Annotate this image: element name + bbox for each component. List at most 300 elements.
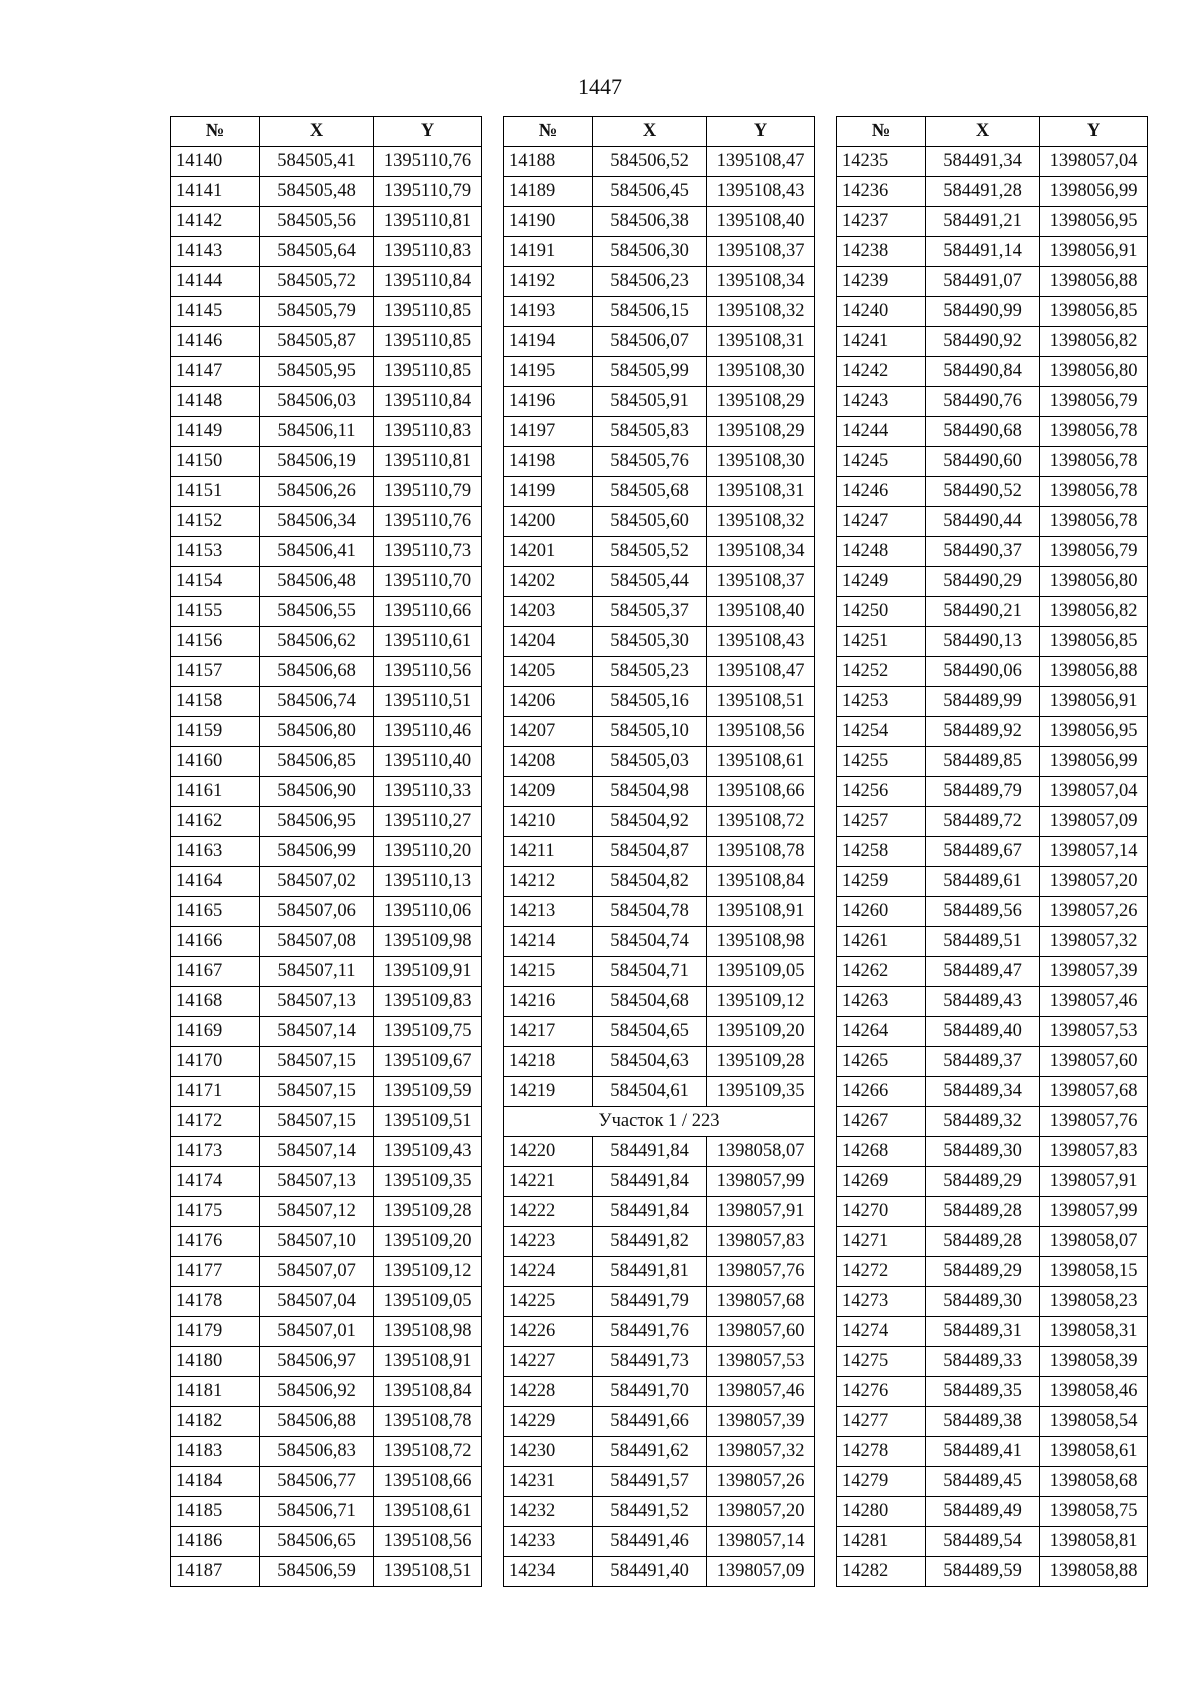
table-row bbox=[171, 1467, 482, 1497]
point-number: 14146 bbox=[171, 327, 260, 357]
table-row bbox=[504, 1437, 815, 1467]
x-coordinate: 584505,41 bbox=[260, 147, 374, 177]
x-coordinate: 584491,14 bbox=[926, 237, 1040, 267]
x-coordinate: 584506,19 bbox=[260, 447, 374, 477]
point-number: 14154 bbox=[171, 567, 260, 597]
x-coordinate: 584506,99 bbox=[260, 837, 374, 867]
table-row bbox=[837, 1197, 1148, 1227]
y-coordinate: 1395110,81 bbox=[374, 207, 482, 237]
table-row bbox=[837, 1557, 1148, 1587]
y-coordinate: 1395108,43 bbox=[707, 177, 815, 207]
table-row bbox=[504, 267, 815, 297]
point-number: 14208 bbox=[504, 747, 593, 777]
point-number: 14209 bbox=[504, 777, 593, 807]
x-coordinate: 584506,85 bbox=[260, 747, 374, 777]
point-number: 14231 bbox=[504, 1467, 593, 1497]
point-number: 14234 bbox=[504, 1557, 593, 1587]
x-coordinate: 584489,49 bbox=[926, 1497, 1040, 1527]
x-coordinate: 584489,47 bbox=[926, 957, 1040, 987]
table-row bbox=[504, 1527, 815, 1557]
point-number: 14258 bbox=[837, 837, 926, 867]
table-row bbox=[837, 537, 1148, 567]
x-coordinate: 584506,38 bbox=[593, 207, 707, 237]
table-row bbox=[504, 927, 815, 957]
header-number: № bbox=[837, 117, 926, 147]
table-row bbox=[171, 507, 482, 537]
x-coordinate: 584489,61 bbox=[926, 867, 1040, 897]
table-row bbox=[504, 207, 815, 237]
table-row bbox=[171, 447, 482, 477]
x-coordinate: 584491,21 bbox=[926, 207, 1040, 237]
y-coordinate: 1395110,70 bbox=[374, 567, 482, 597]
table-row bbox=[171, 987, 482, 1017]
table-row bbox=[837, 1137, 1148, 1167]
point-number: 14153 bbox=[171, 537, 260, 567]
x-coordinate: 584506,62 bbox=[260, 627, 374, 657]
x-coordinate: 584489,51 bbox=[926, 927, 1040, 957]
table-row bbox=[504, 1557, 815, 1587]
x-coordinate: 584505,95 bbox=[260, 357, 374, 387]
point-number: 14245 bbox=[837, 447, 926, 477]
x-coordinate: 584489,29 bbox=[926, 1257, 1040, 1287]
table-row bbox=[504, 1347, 815, 1377]
x-coordinate: 584489,35 bbox=[926, 1377, 1040, 1407]
x-coordinate: 584490,84 bbox=[926, 357, 1040, 387]
table-row bbox=[171, 1497, 482, 1527]
y-coordinate: 1398057,91 bbox=[1040, 1167, 1148, 1197]
table-row bbox=[837, 597, 1148, 627]
table-row bbox=[504, 327, 815, 357]
point-number: 14228 bbox=[504, 1377, 593, 1407]
table-row bbox=[171, 627, 482, 657]
y-coordinate: 1395108,72 bbox=[374, 1437, 482, 1467]
x-coordinate: 584491,79 bbox=[593, 1287, 707, 1317]
point-number: 14249 bbox=[837, 567, 926, 597]
coordinates-table-2 bbox=[503, 116, 815, 1587]
table-row bbox=[171, 1557, 482, 1587]
y-coordinate: 1398057,53 bbox=[707, 1347, 815, 1377]
y-coordinate: 1398057,39 bbox=[1040, 957, 1148, 987]
x-coordinate: 584505,48 bbox=[260, 177, 374, 207]
y-coordinate: 1398057,68 bbox=[1040, 1077, 1148, 1107]
point-number: 14262 bbox=[837, 957, 926, 987]
x-coordinate: 584504,82 bbox=[593, 867, 707, 897]
point-number: 14257 bbox=[837, 807, 926, 837]
y-coordinate: 1398057,14 bbox=[1040, 837, 1148, 867]
y-coordinate: 1398057,39 bbox=[707, 1407, 815, 1437]
y-coordinate: 1398057,09 bbox=[1040, 807, 1148, 837]
y-coordinate: 1398056,79 bbox=[1040, 387, 1148, 417]
y-coordinate: 1395109,05 bbox=[707, 957, 815, 987]
x-coordinate: 584489,72 bbox=[926, 807, 1040, 837]
table-row bbox=[171, 567, 482, 597]
y-coordinate: 1398056,95 bbox=[1040, 207, 1148, 237]
x-coordinate: 584507,08 bbox=[260, 927, 374, 957]
x-coordinate: 584489,34 bbox=[926, 1077, 1040, 1107]
y-coordinate: 1395109,35 bbox=[707, 1077, 815, 1107]
x-coordinate: 584489,43 bbox=[926, 987, 1040, 1017]
x-coordinate: 584504,61 bbox=[593, 1077, 707, 1107]
y-coordinate: 1395108,72 bbox=[707, 807, 815, 837]
x-coordinate: 584490,99 bbox=[926, 297, 1040, 327]
y-coordinate: 1395110,27 bbox=[374, 807, 482, 837]
x-coordinate: 584491,34 bbox=[926, 147, 1040, 177]
x-coordinate: 584489,54 bbox=[926, 1527, 1040, 1557]
x-coordinate: 584504,74 bbox=[593, 927, 707, 957]
x-coordinate: 584490,60 bbox=[926, 447, 1040, 477]
x-coordinate: 584505,76 bbox=[593, 447, 707, 477]
y-coordinate: 1398057,32 bbox=[1040, 927, 1148, 957]
point-number: 14156 bbox=[171, 627, 260, 657]
point-number: 14278 bbox=[837, 1437, 926, 1467]
y-coordinate: 1398056,78 bbox=[1040, 417, 1148, 447]
x-coordinate: 584506,23 bbox=[593, 267, 707, 297]
page-number: 1447 bbox=[578, 74, 622, 99]
table-row bbox=[837, 927, 1148, 957]
y-coordinate: 1398058,39 bbox=[1040, 1347, 1148, 1377]
x-coordinate: 584489,38 bbox=[926, 1407, 1040, 1437]
y-coordinate: 1398058,15 bbox=[1040, 1257, 1148, 1287]
y-coordinate: 1398056,88 bbox=[1040, 657, 1148, 687]
x-coordinate: 584506,97 bbox=[260, 1347, 374, 1377]
point-number: 14193 bbox=[504, 297, 593, 327]
y-coordinate: 1398056,78 bbox=[1040, 477, 1148, 507]
point-number: 14169 bbox=[171, 1017, 260, 1047]
x-coordinate: 584490,21 bbox=[926, 597, 1040, 627]
y-coordinate: 1395108,30 bbox=[707, 447, 815, 477]
table-row bbox=[504, 1047, 815, 1077]
point-number: 14179 bbox=[171, 1317, 260, 1347]
table-header bbox=[837, 117, 1148, 147]
point-number: 14202 bbox=[504, 567, 593, 597]
y-coordinate: 1398058,75 bbox=[1040, 1497, 1148, 1527]
x-coordinate: 584506,34 bbox=[260, 507, 374, 537]
point-number: 14190 bbox=[504, 207, 593, 237]
header-y: Y bbox=[374, 117, 482, 147]
x-coordinate: 584489,28 bbox=[926, 1227, 1040, 1257]
y-coordinate: 1395110,85 bbox=[374, 297, 482, 327]
y-coordinate: 1395108,31 bbox=[707, 327, 815, 357]
y-coordinate: 1395110,84 bbox=[374, 387, 482, 417]
point-number: 14246 bbox=[837, 477, 926, 507]
y-coordinate: 1398057,14 bbox=[707, 1527, 815, 1557]
y-coordinate: 1398057,09 bbox=[707, 1557, 815, 1587]
x-coordinate: 584506,74 bbox=[260, 687, 374, 717]
table-row bbox=[171, 1347, 482, 1377]
table-row bbox=[504, 1257, 815, 1287]
point-number: 14255 bbox=[837, 747, 926, 777]
table-row bbox=[504, 987, 815, 1017]
point-number: 14259 bbox=[837, 867, 926, 897]
point-number: 14160 bbox=[171, 747, 260, 777]
table-row bbox=[504, 1167, 815, 1197]
point-number: 14253 bbox=[837, 687, 926, 717]
table-row bbox=[504, 507, 815, 537]
table-row bbox=[504, 147, 815, 177]
x-coordinate: 584489,30 bbox=[926, 1287, 1040, 1317]
table-row bbox=[837, 1227, 1148, 1257]
table-row bbox=[837, 417, 1148, 447]
table-row bbox=[837, 1107, 1148, 1137]
table-row bbox=[504, 837, 815, 867]
x-coordinate: 584505,68 bbox=[593, 477, 707, 507]
y-coordinate: 1398057,32 bbox=[707, 1437, 815, 1467]
x-coordinate: 584491,82 bbox=[593, 1227, 707, 1257]
x-coordinate: 584507,10 bbox=[260, 1227, 374, 1257]
point-number: 14152 bbox=[171, 507, 260, 537]
point-number: 14149 bbox=[171, 417, 260, 447]
point-number: 14230 bbox=[504, 1437, 593, 1467]
x-coordinate: 584491,66 bbox=[593, 1407, 707, 1437]
y-coordinate: 1398057,20 bbox=[1040, 867, 1148, 897]
x-coordinate: 584489,99 bbox=[926, 687, 1040, 717]
x-coordinate: 584491,70 bbox=[593, 1377, 707, 1407]
table-row bbox=[504, 1497, 815, 1527]
x-coordinate: 584504,71 bbox=[593, 957, 707, 987]
table-row bbox=[171, 1017, 482, 1047]
table-header bbox=[171, 117, 482, 147]
header-number: № bbox=[171, 117, 260, 147]
header-y: Y bbox=[707, 117, 815, 147]
y-coordinate: 1395110,85 bbox=[374, 357, 482, 387]
y-coordinate: 1395110,61 bbox=[374, 627, 482, 657]
y-coordinate: 1398056,82 bbox=[1040, 597, 1148, 627]
y-coordinate: 1395108,78 bbox=[707, 837, 815, 867]
y-coordinate: 1398056,85 bbox=[1040, 297, 1148, 327]
table-row bbox=[171, 267, 482, 297]
x-coordinate: 584507,15 bbox=[260, 1077, 374, 1107]
y-coordinate: 1398057,53 bbox=[1040, 1017, 1148, 1047]
point-number: 14164 bbox=[171, 867, 260, 897]
y-coordinate: 1395110,40 bbox=[374, 747, 482, 777]
table-row bbox=[837, 657, 1148, 687]
point-number: 14269 bbox=[837, 1167, 926, 1197]
point-number: 14213 bbox=[504, 897, 593, 927]
x-coordinate: 584506,07 bbox=[593, 327, 707, 357]
table-row bbox=[171, 777, 482, 807]
table-row bbox=[171, 597, 482, 627]
table-row bbox=[171, 1077, 482, 1107]
x-coordinate: 584507,04 bbox=[260, 1287, 374, 1317]
point-number: 14140 bbox=[171, 147, 260, 177]
header-number: № bbox=[504, 117, 593, 147]
table-row bbox=[837, 807, 1148, 837]
point-number: 14170 bbox=[171, 1047, 260, 1077]
x-coordinate: 584505,91 bbox=[593, 387, 707, 417]
y-coordinate: 1395110,73 bbox=[374, 537, 482, 567]
x-coordinate: 584490,13 bbox=[926, 627, 1040, 657]
x-coordinate: 584507,02 bbox=[260, 867, 374, 897]
x-coordinate: 584491,84 bbox=[593, 1167, 707, 1197]
table-row bbox=[504, 177, 815, 207]
x-coordinate: 584489,33 bbox=[926, 1347, 1040, 1377]
x-coordinate: 584491,84 bbox=[593, 1137, 707, 1167]
y-coordinate: 1398056,80 bbox=[1040, 567, 1148, 597]
x-coordinate: 584506,71 bbox=[260, 1497, 374, 1527]
y-coordinate: 1398057,76 bbox=[1040, 1107, 1148, 1137]
table-row bbox=[837, 1347, 1148, 1377]
table-row bbox=[837, 777, 1148, 807]
table-row bbox=[837, 1467, 1148, 1497]
table-body bbox=[837, 147, 1148, 1587]
table-row bbox=[504, 777, 815, 807]
y-coordinate: 1395110,13 bbox=[374, 867, 482, 897]
point-number: 14182 bbox=[171, 1407, 260, 1437]
point-number: 14163 bbox=[171, 837, 260, 867]
x-coordinate: 584506,80 bbox=[260, 717, 374, 747]
table-row bbox=[171, 657, 482, 687]
y-coordinate: 1395109,83 bbox=[374, 987, 482, 1017]
x-coordinate: 584489,59 bbox=[926, 1557, 1040, 1587]
table-row bbox=[171, 717, 482, 747]
x-coordinate: 584506,88 bbox=[260, 1407, 374, 1437]
table-row bbox=[504, 417, 815, 447]
y-coordinate: 1395108,34 bbox=[707, 537, 815, 567]
point-number: 14216 bbox=[504, 987, 593, 1017]
table-row bbox=[504, 807, 815, 837]
point-number: 14200 bbox=[504, 507, 593, 537]
point-number: 14155 bbox=[171, 597, 260, 627]
table-row bbox=[504, 1137, 815, 1167]
point-number: 14203 bbox=[504, 597, 593, 627]
table-row bbox=[837, 897, 1148, 927]
header-y: Y bbox=[1040, 117, 1148, 147]
point-number: 14270 bbox=[837, 1197, 926, 1227]
y-coordinate: 1398058,07 bbox=[707, 1137, 815, 1167]
x-coordinate: 584506,30 bbox=[593, 237, 707, 267]
point-number: 14173 bbox=[171, 1137, 260, 1167]
point-number: 14268 bbox=[837, 1137, 926, 1167]
x-coordinate: 584490,37 bbox=[926, 537, 1040, 567]
point-number: 14212 bbox=[504, 867, 593, 897]
y-coordinate: 1395109,67 bbox=[374, 1047, 482, 1077]
point-number: 14162 bbox=[171, 807, 260, 837]
x-coordinate: 584505,16 bbox=[593, 687, 707, 717]
y-coordinate: 1398057,83 bbox=[707, 1227, 815, 1257]
y-coordinate: 1395108,40 bbox=[707, 207, 815, 237]
table-row bbox=[837, 387, 1148, 417]
point-number: 14171 bbox=[171, 1077, 260, 1107]
table-row bbox=[837, 987, 1148, 1017]
y-coordinate: 1395109,20 bbox=[374, 1227, 482, 1257]
table-row bbox=[837, 1017, 1148, 1047]
point-number: 14168 bbox=[171, 987, 260, 1017]
table-row bbox=[171, 867, 482, 897]
point-number: 14151 bbox=[171, 477, 260, 507]
x-coordinate: 584504,92 bbox=[593, 807, 707, 837]
table-body bbox=[504, 147, 815, 1587]
point-number: 14227 bbox=[504, 1347, 593, 1377]
x-coordinate: 584506,55 bbox=[260, 597, 374, 627]
point-number: 14233 bbox=[504, 1527, 593, 1557]
table-row bbox=[171, 1167, 482, 1197]
x-coordinate: 584489,37 bbox=[926, 1047, 1040, 1077]
table-row bbox=[837, 687, 1148, 717]
y-coordinate: 1395108,32 bbox=[707, 297, 815, 327]
section-label: Участок 1 / 223 bbox=[504, 1107, 815, 1137]
y-coordinate: 1395109,12 bbox=[707, 987, 815, 1017]
y-coordinate: 1395110,79 bbox=[374, 477, 482, 507]
x-coordinate: 584489,32 bbox=[926, 1107, 1040, 1137]
table-row bbox=[837, 297, 1148, 327]
y-coordinate: 1398058,46 bbox=[1040, 1377, 1148, 1407]
table-row bbox=[171, 1257, 482, 1287]
y-coordinate: 1395108,47 bbox=[707, 147, 815, 177]
point-number: 14141 bbox=[171, 177, 260, 207]
y-coordinate: 1395109,35 bbox=[374, 1167, 482, 1197]
x-coordinate: 584505,44 bbox=[593, 567, 707, 597]
x-coordinate: 584506,95 bbox=[260, 807, 374, 837]
table-row bbox=[837, 477, 1148, 507]
x-coordinate: 584489,31 bbox=[926, 1317, 1040, 1347]
header-x: X bbox=[593, 117, 707, 147]
table-row bbox=[171, 1527, 482, 1557]
table-row bbox=[504, 477, 815, 507]
x-coordinate: 584491,57 bbox=[593, 1467, 707, 1497]
point-number: 14265 bbox=[837, 1047, 926, 1077]
y-coordinate: 1395108,47 bbox=[707, 657, 815, 687]
point-number: 14272 bbox=[837, 1257, 926, 1287]
x-coordinate: 584506,65 bbox=[260, 1527, 374, 1557]
table-row bbox=[504, 1317, 815, 1347]
y-coordinate: 1398058,81 bbox=[1040, 1527, 1148, 1557]
point-number: 14219 bbox=[504, 1077, 593, 1107]
table-row bbox=[504, 597, 815, 627]
x-coordinate: 584507,15 bbox=[260, 1107, 374, 1137]
table-row bbox=[171, 1197, 482, 1227]
table-row bbox=[504, 717, 815, 747]
table-row bbox=[837, 507, 1148, 537]
point-number: 14256 bbox=[837, 777, 926, 807]
y-coordinate: 1398057,04 bbox=[1040, 147, 1148, 177]
table-row bbox=[837, 1437, 1148, 1467]
table-row bbox=[504, 687, 815, 717]
table-row bbox=[171, 747, 482, 777]
table-row bbox=[837, 837, 1148, 867]
table-row bbox=[837, 1167, 1148, 1197]
x-coordinate: 584505,64 bbox=[260, 237, 374, 267]
y-coordinate: 1395109,05 bbox=[374, 1287, 482, 1317]
table-row bbox=[837, 747, 1148, 777]
y-coordinate: 1398056,79 bbox=[1040, 537, 1148, 567]
x-coordinate: 584505,56 bbox=[260, 207, 374, 237]
table-row bbox=[504, 297, 815, 327]
table-row bbox=[504, 537, 815, 567]
table-row bbox=[171, 177, 482, 207]
point-number: 14243 bbox=[837, 387, 926, 417]
table-row bbox=[171, 147, 482, 177]
x-coordinate: 584490,68 bbox=[926, 417, 1040, 447]
x-coordinate: 584490,06 bbox=[926, 657, 1040, 687]
table-header bbox=[504, 117, 815, 147]
x-coordinate: 584506,83 bbox=[260, 1437, 374, 1467]
x-coordinate: 584506,68 bbox=[260, 657, 374, 687]
point-number: 14223 bbox=[504, 1227, 593, 1257]
point-number: 14254 bbox=[837, 717, 926, 747]
x-coordinate: 584506,11 bbox=[260, 417, 374, 447]
table-row bbox=[171, 1047, 482, 1077]
table-row bbox=[837, 1257, 1148, 1287]
table-row bbox=[837, 237, 1148, 267]
y-coordinate: 1395108,30 bbox=[707, 357, 815, 387]
y-coordinate: 1398056,80 bbox=[1040, 357, 1148, 387]
x-coordinate: 584489,92 bbox=[926, 717, 1040, 747]
y-coordinate: 1395109,28 bbox=[374, 1197, 482, 1227]
x-coordinate: 584506,48 bbox=[260, 567, 374, 597]
section-row bbox=[504, 1107, 815, 1137]
y-coordinate: 1395110,33 bbox=[374, 777, 482, 807]
table-row bbox=[504, 957, 815, 987]
